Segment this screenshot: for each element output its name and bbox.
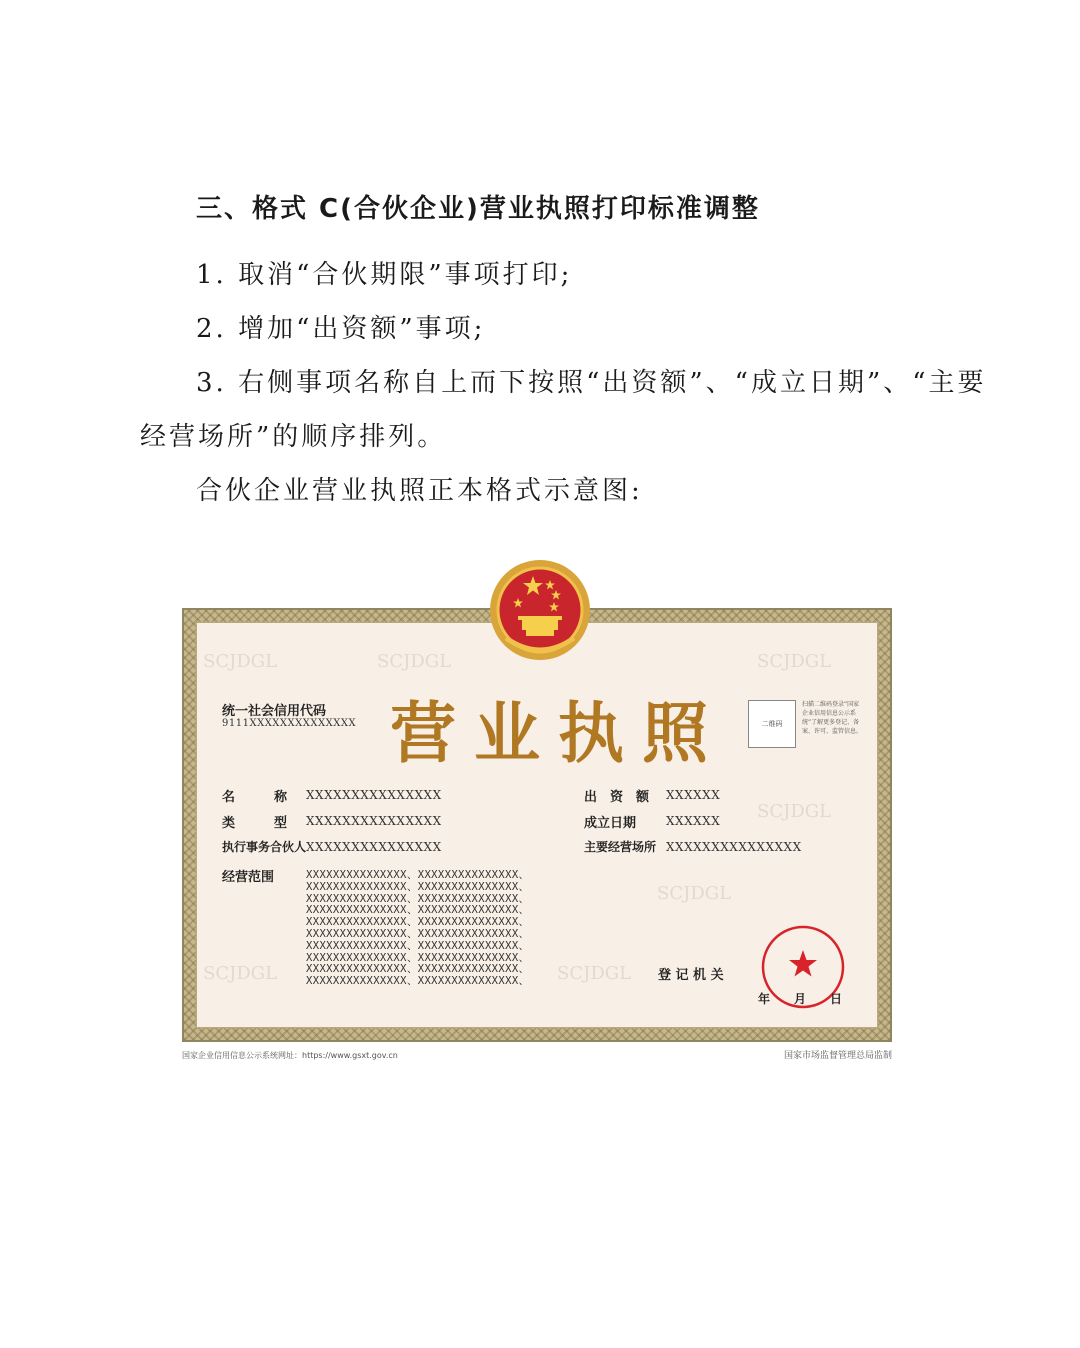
footer-website: 国家企业信用信息公示系统网址：https://www.gsxt.gov.cn bbox=[182, 1051, 398, 1060]
name-label: 名 称 bbox=[222, 790, 288, 805]
footer-supervisor: 国家市场监督管理总局监制 bbox=[783, 1051, 892, 1061]
qr-note: 扫描二维码登录“国家企业信用信息公示系统”了解更多登记、备案、许可、监管信息。 bbox=[802, 701, 863, 735]
item-1: 1. 取消“合伙期限”事项打印; bbox=[196, 260, 573, 290]
type-label: 类 型 bbox=[222, 816, 288, 831]
main-place-label: 主要经营场所 bbox=[584, 840, 657, 854]
date-line: 年 月 日 bbox=[758, 992, 843, 1006]
watermark: SCJDGL bbox=[377, 651, 452, 672]
scope-list bbox=[306, 870, 576, 988]
scope-line: XXXXXXXXXXXXXXX、XXXXXXXXXXXXXXX、 bbox=[306, 892, 530, 905]
scope-line: XXXXXXXXXXXXXXX、XXXXXXXXXXXXXXX、 bbox=[306, 939, 530, 952]
scope-line: XXXXXXXXXXXXXXX、XXXXXXXXXXXXXXX、 bbox=[306, 927, 530, 940]
type-value: XXXXXXXXXXXXXXX bbox=[306, 814, 442, 828]
partner-value: XXXXXXXXXXXXXXX bbox=[306, 840, 442, 854]
capital-value: XXXXXX bbox=[666, 788, 721, 802]
scope-line: XXXXXXXXXXXXXXX、XXXXXXXXXXXXXXX、 bbox=[306, 880, 530, 893]
scope-line: XXXXXXXXXXXXXXX、XXXXXXXXXXXXXXX、 bbox=[306, 916, 530, 929]
scope-line: XXXXXXXXXXXXXXX、XXXXXXXXXXXXXXX、 bbox=[306, 869, 530, 881]
registration-authority-label: 登 记 机 关 bbox=[658, 968, 724, 983]
scope-label: 经营范围 bbox=[222, 870, 275, 885]
establish-date-label: 成立日期 bbox=[584, 816, 637, 831]
license-figure bbox=[182, 608, 892, 1061]
heading: 三、格式 C(合伙企业)营业执照打印标准调整 bbox=[196, 194, 760, 224]
figure-caption: 合伙企业营业执照正本格式示意图: bbox=[196, 476, 643, 506]
main-place-value: XXXXXXXXXXXXXXX bbox=[666, 840, 802, 854]
item-2: 2. 增加“出资额”事项; bbox=[196, 314, 486, 344]
watermark: SCJDGL bbox=[557, 963, 632, 984]
watermark: SCJDGL bbox=[757, 801, 832, 822]
watermark: SCJDGL bbox=[203, 651, 278, 672]
national-emblem-icon bbox=[488, 558, 592, 662]
capital-label: 出 资 额 bbox=[584, 790, 650, 805]
scope-line: XXXXXXXXXXXXXXX、XXXXXXXXXXXXXXX、 bbox=[306, 904, 530, 917]
scope-line: XXXXXXXXXXXXXXX、XXXXXXXXXXXXXXX、 bbox=[306, 975, 530, 988]
scope-line: XXXXXXXXXXXXXXX、XXXXXXXXXXXXXXX、 bbox=[306, 963, 530, 976]
watermark: SCJDGL bbox=[203, 963, 278, 984]
license-title: 营业执照 bbox=[390, 695, 726, 772]
qr-label: 二维码 bbox=[761, 720, 783, 728]
establish-date-value: XXXXXX bbox=[666, 814, 721, 828]
credit-code-value: 9111XXXXXXXXXXXXXX bbox=[222, 718, 357, 729]
partner-label: 执行事务合伙人 bbox=[222, 840, 307, 854]
qr-code-placeholder bbox=[748, 700, 796, 748]
watermark: SCJDGL bbox=[757, 651, 832, 672]
name-value: XXXXXXXXXXXXXXX bbox=[306, 788, 442, 802]
credit-code-label: 统一社会信用代码 bbox=[222, 704, 327, 719]
watermark: SCJDGL bbox=[657, 883, 732, 904]
item-3-line-2: 经营场所”的顺序排列。 bbox=[140, 422, 447, 452]
item-3-line-1: 3. 右侧事项名称自上而下按照“出资额”、“成立日期”、“主要 bbox=[196, 368, 987, 398]
scope-line: XXXXXXXXXXXXXXX、XXXXXXXXXXXXXXX、 bbox=[306, 951, 530, 964]
